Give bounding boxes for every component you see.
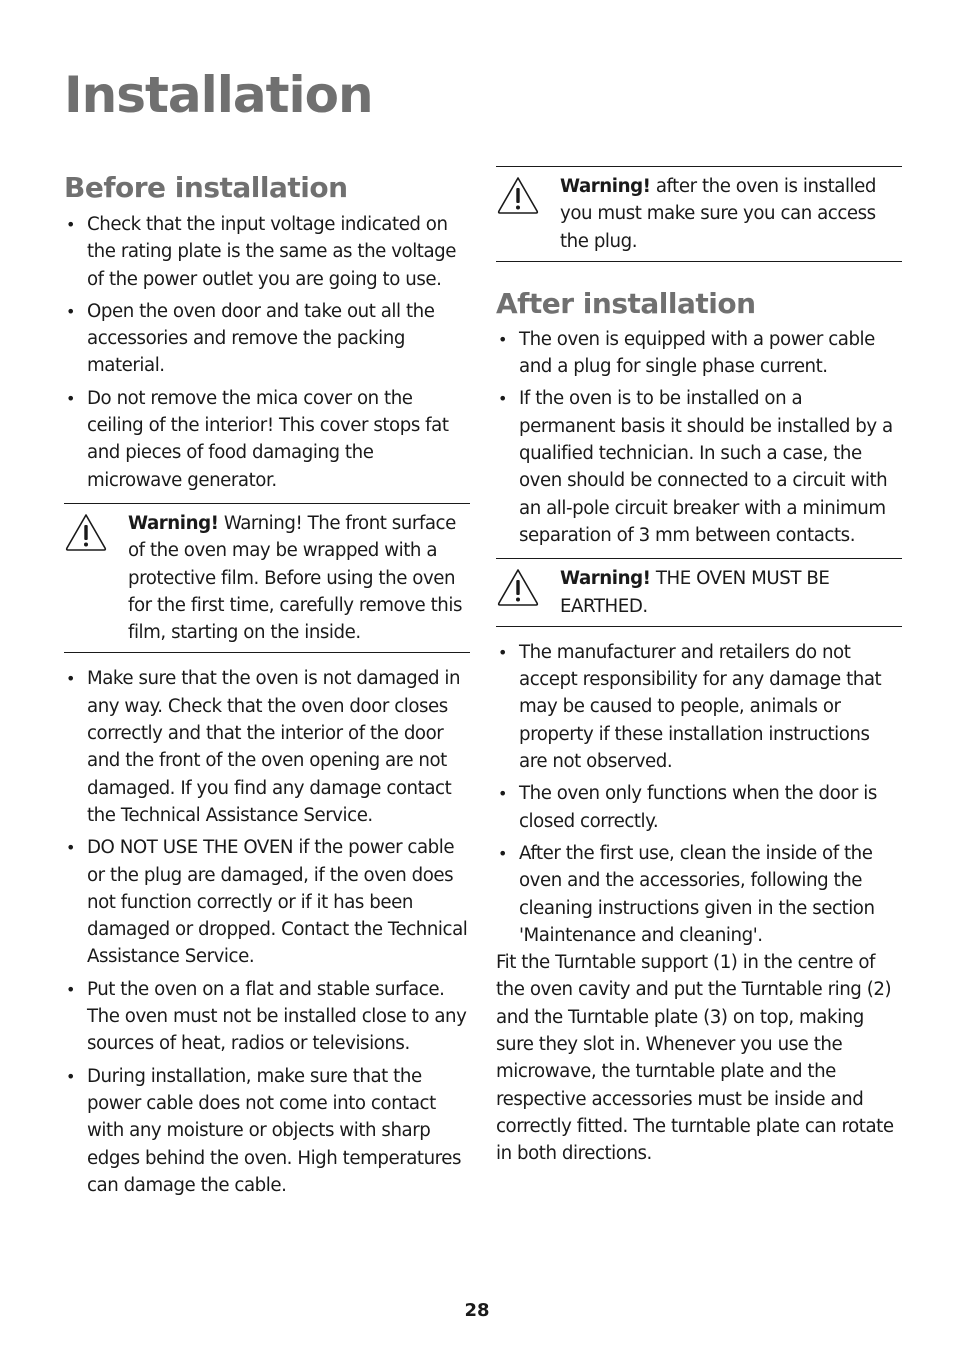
warning-label: Warning!: [560, 176, 651, 197]
list-item: • The oven is equipped with a power cable and a plug for single phase current.: [496, 326, 902, 381]
warning-label: Warning!: [128, 512, 219, 534]
warning-label: Warning!: [560, 568, 651, 590]
warning-text: Warning! The front surface of the oven may be wrapped with a protective film. Before using the oven for the first time, carefully remove this film, starting on the inside.: [128, 512, 462, 644]
list-item: • Check that the input voltage indicated on the rating plate is the same as the voltage of the power outlet you are going to use.: [64, 211, 470, 293]
after-installation-list-b: [496, 639, 902, 949]
before-installation-heading: Before installation: [64, 171, 348, 204]
left-column: [64, 166, 470, 1204]
list-item: • Put the oven on a flat and stable surface. The oven must not be installed close to any sources of heat, radios or televisions.: [64, 976, 470, 1058]
turntable-paragraph: Fit the Turntable support (1) in the centre of the oven cavity and put the Turntable ring (2) and the Turntable plate (3) on top, making sure they slot in. Whenever you use the microwave, the turntable plate and the respective accessories must be inside and correctly fitted. The turntable plate can rotate in both directions.: [496, 952, 894, 1165]
before-installation-list-b: [64, 665, 470, 1199]
right-column: [496, 166, 902, 1168]
warning-text: THE OVEN MUST BE EARTHED.: [560, 568, 830, 617]
earthing-warning: [496, 558, 902, 627]
after-installation-heading: After installation: [496, 286, 756, 320]
after-installation-list-a: [496, 326, 902, 549]
list-item: • Open the oven door and take out all the accessories and remove the packing material.: [64, 298, 470, 380]
before-installation-list-a: [64, 211, 470, 494]
warning-triangle-icon: [496, 175, 540, 215]
list-item: • The manufacturer and retailers do not accept responsibility for any damage that may be caused to people, animals or property if these installation instructions are not observed.: [496, 639, 902, 775]
list-item: • During installation, make sure that the power cable does not come into contact with any moisture or objects with sharp edges behind the oven. High temperatures can damage the cable.: [64, 1063, 470, 1199]
page-title: Installation: [64, 66, 373, 124]
protective-film-warning: [64, 503, 470, 653]
page-number: 28: [464, 1300, 490, 1321]
list-item: • DO NOT USE THE OVEN if the power cable or the plug are damaged, if the oven does not function correctly or if it has been damaged or dropped. Contact the Technical Assistance Service.: [64, 834, 470, 970]
warning-triangle-icon: [64, 512, 108, 552]
list-item: • Do not remove the mica cover on the ceiling of the interior! This cover stops fat and pieces of food damaging the microwave generator.: [64, 385, 470, 494]
list-item: • If the oven is to be installed on a permanent basis it should be installed by a qualified technician. In such a case, the oven should be connected to a circuit with an all-pole circuit breaker with a minimum separation of 3 mm between contacts.: [496, 385, 902, 549]
warning-text: after the oven is installed you must make sure you can access the plug.: [560, 176, 876, 252]
warning-triangle-icon: [496, 567, 540, 607]
plug-access-warning: [496, 166, 902, 262]
list-item: • Make sure that the oven is not damaged in any way. Check that the oven door closes correctly and that the interior of the door and the front of the oven opening are not damaged. If you find any damage contact the Technical Assistance Service.: [64, 665, 470, 829]
list-item: • After the first use, clean the inside of the oven and the accessories, following the cleaning instructions given in the section 'Maintenance and cleaning'.: [496, 840, 902, 949]
list-item: • The oven only functions when the door is closed correctly.: [496, 780, 902, 835]
